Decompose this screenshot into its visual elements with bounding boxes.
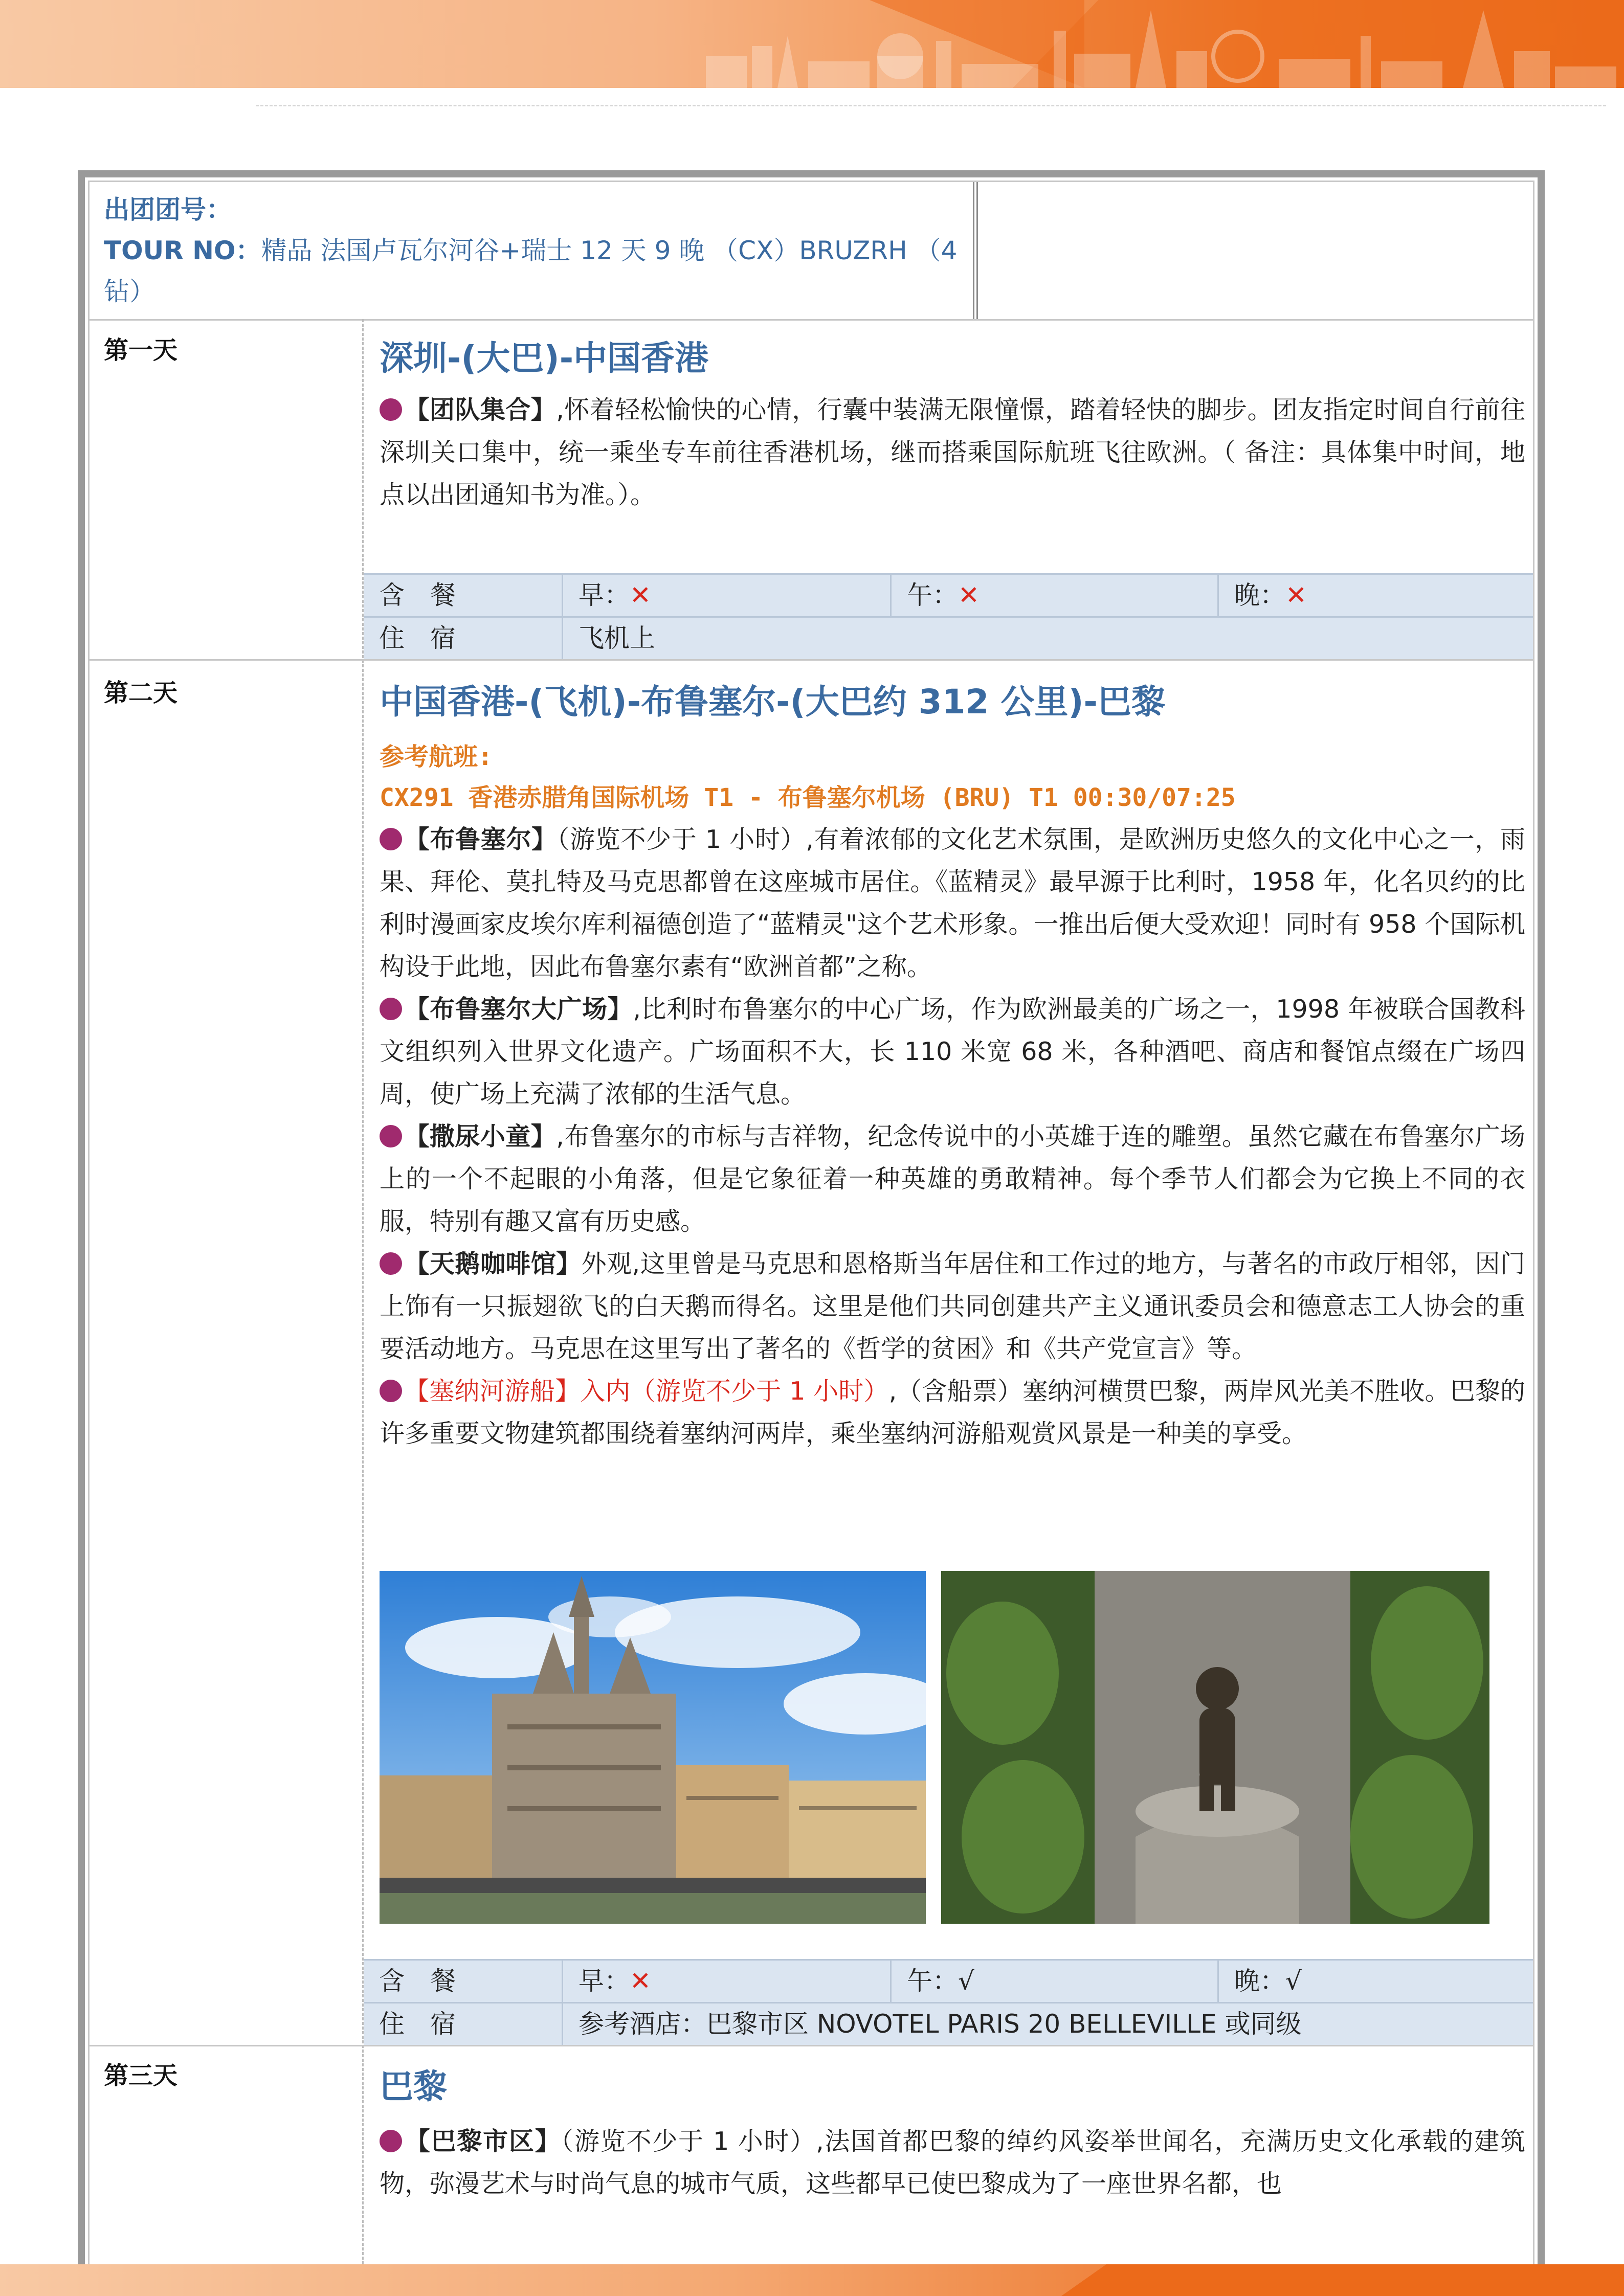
bullet-icon: [380, 828, 402, 850]
manneken-pis-photo: [941, 1571, 1489, 1924]
bottom-banner: [0, 2264, 1624, 2296]
day-1-paragraph: 【团队集合】,怀着轻松愉快的心情，行囊中装满无限憧憬，踏着轻快的脚步。团友指定时间自行前往深圳关口集中，统一乘坐专车前往香港机场，继而搭乘国际航班飞往欧洲。（ 备注：具体集中时间，地点以出团通知书为准。）。: [380, 395, 1525, 509]
breakfast-mark: ✕: [630, 1966, 651, 1996]
tour-label: 出团团号：: [104, 195, 232, 224]
day-2-meals: 含 餐 早：✕ 午：√ 晚：√: [364, 1959, 1533, 2002]
day-1-label: 第一天: [104, 336, 178, 365]
day-2-label: 第二天: [104, 679, 178, 707]
bullet-icon: [380, 1252, 402, 1275]
day-1-meals: 含 餐 早：✕ 午：✕ 晚：✕: [364, 573, 1533, 616]
day-3-title: 巴黎: [380, 2067, 447, 2106]
paragraph-paris-city: 【巴黎市区】（游览不少于 1 小时）,法国首都巴黎的绰约风姿举世闻名，充满历史文化承载的建筑物，弥漫艺术与时尚气息的城市气质，这些都早已使巴黎成为了一座世界名都，也: [380, 2127, 1525, 2198]
flight-info: CX291 香港赤腊角国际机场 T1 - 布鲁塞尔机场 (BRU) T1 00:30/07:25: [380, 783, 1236, 812]
paragraph-seine-cruise: 【塞纳河游船】入内（游览不少于 1 小时）,（含船票）塞纳河横贯巴黎，两岸风光美不胜收。巴黎的许多重要文物建筑都围绕着塞纳河两岸，乘坐塞纳河游船观赏风景是一种美的享受。: [380, 1377, 1526, 1448]
dinner-mark: √: [1285, 1966, 1302, 1996]
bullet-icon: [380, 398, 402, 421]
paragraph-grand-place: 【布鲁塞尔大广场】,比利时布鲁塞尔的中心广场，作为欧洲最美的广场之一，1998 年被联合国教科文组织列入世界文化遗产。广场面积不大，长 110 米宽 68 米，各种酒吧、商店和餐馆点缀在广场四周，使广场上充满了浓郁的生活气息。: [380, 995, 1525, 1109]
city-skyline-icon: [0, 0, 1624, 88]
day-3-content: [380, 2064, 1525, 2205]
day-3-label: 第三天: [104, 2061, 178, 2090]
day-2-stay: 住 宿 参考酒店：巴黎市区 NOVOTEL PARIS 20 BELLEVILLE 或同级: [364, 2002, 1533, 2045]
paragraph-swan-cafe: 【天鹅咖啡馆】外观,这里曾是马克思和恩格斯当年居住和工作过的地方，与著名的市政厅相邻，因门上饰有一只振翅欲飞的白天鹅而得名。这里是他们共同创建共产主义通讯委员会和德意志工人协会的重要活动地方。马克思在这里写出了著名的《哲学的贫困》和《共产党宣言》等。: [380, 1249, 1525, 1363]
day-2-photos: [380, 1571, 1489, 1924]
top-banner: [0, 0, 1624, 88]
bullet-icon: [380, 998, 402, 1020]
paragraph-manneken-pis: 【撒尿小童】,布鲁塞尔的市标与吉祥物，纪念传说中的小英雄于连的雕塑。虽然它藏在布鲁塞尔广场上的一个不起眼的小角落，但是它象征着一种英雄的勇敢精神。每个季节人们都会为它换上不同的衣服，特别有趣又富有历史感。: [380, 1122, 1525, 1236]
flight-label: 参考航班:: [380, 742, 493, 771]
tour-header-cell: [90, 182, 978, 319]
lunch-mark: ✕: [958, 580, 980, 610]
day-2-hotel: 参考酒店：巴黎市区 NOVOTEL PARIS 20 BELLEVILLE 或同级: [562, 2004, 1523, 2045]
breakfast-mark: ✕: [630, 580, 651, 610]
day-2-title: 中国香港-(飞机)-布鲁塞尔-(大巴约 312 公里)-巴黎: [380, 682, 1165, 722]
day-2-content: [380, 679, 1525, 1455]
tour-number: TOUR NO：精品 法国卢瓦尔河谷+瑞士 12 天 9 晚 （CX）BRUZRH （4钻）: [104, 236, 958, 306]
bullet-icon: [380, 1380, 402, 1402]
day-1-content: [380, 335, 1525, 516]
dinner-mark: ✕: [1285, 580, 1307, 610]
itinerary-table: [78, 170, 1545, 2264]
paragraph-brussels: 【布鲁塞尔】（游览不少于 1 小时）,有着浓郁的文化艺术氛围，是欧洲历史悠久的文化中心之一，雨果、拜伦、莫扎特及马克思都曾在这座城市居住。《蓝精灵》最早源于比利时，1958 年，化名贝约的比利时漫画家皮埃尔库利福德创造了“蓝精灵"这个艺术形象。一推出后便大受欢迎！同时有 958 个国际机构设于此地，因此布鲁塞尔素有“欧洲首都”之称。: [380, 825, 1525, 981]
tour-name: 精品 法国卢瓦尔河谷+瑞士 12 天 9 晚 （CX）BRUZRH （4钻）: [104, 236, 958, 306]
grand-place-photo: [380, 1571, 926, 1924]
day-1-hotel: 飞机上: [562, 618, 1523, 659]
day-1-title: 深圳-(大巴)-中国香港: [380, 339, 709, 378]
day-1-stay: 住 宿 飞机上: [364, 616, 1533, 659]
header-divider: [256, 105, 1606, 106]
lunch-mark: √: [958, 1966, 974, 1996]
bullet-icon: [380, 2130, 402, 2152]
bullet-icon: [380, 1125, 402, 1147]
